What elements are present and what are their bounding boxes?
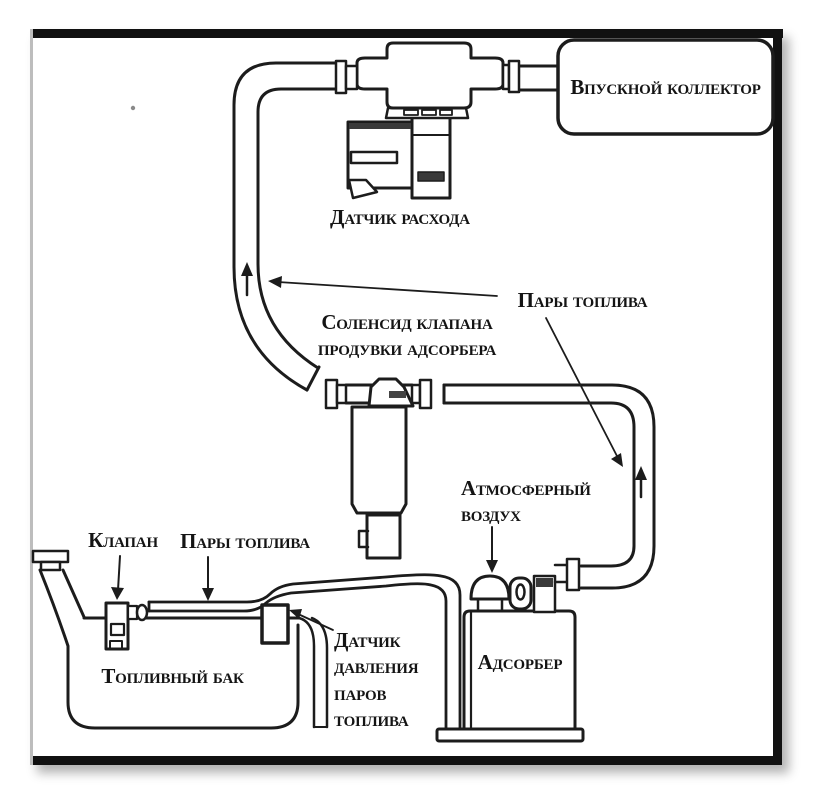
label-fuel-vapors-tank: Пары топлива [180, 529, 310, 553]
label-fuel-tank: Топливный бак [101, 664, 244, 688]
flow-sensor-assembly [336, 43, 519, 198]
flow-arrow-up-left-icon [241, 262, 253, 295]
label-fuel-vapors-main: Пары топлива [517, 288, 648, 312]
purge-solenoid-valve [326, 379, 431, 558]
label-atmospheric-air: Атмосферный воздух [461, 476, 591, 527]
label-flow-sensor: Датчик расхода [330, 205, 470, 229]
tank-valve [106, 603, 147, 649]
label-adsorber: Адсорбер [477, 650, 563, 674]
label-purge-solenoid: Соленсид клапана продувки адсорбера [317, 310, 497, 361]
label-tank-valve: Клапан [88, 528, 158, 552]
scan-speck [131, 106, 135, 110]
label-vapor-pressure-sensor: Датчик давления паров топлива [334, 628, 419, 732]
label-intake-manifold: Впускной коллектор [570, 74, 761, 99]
flow-arrow-up-right-icon [635, 466, 647, 497]
